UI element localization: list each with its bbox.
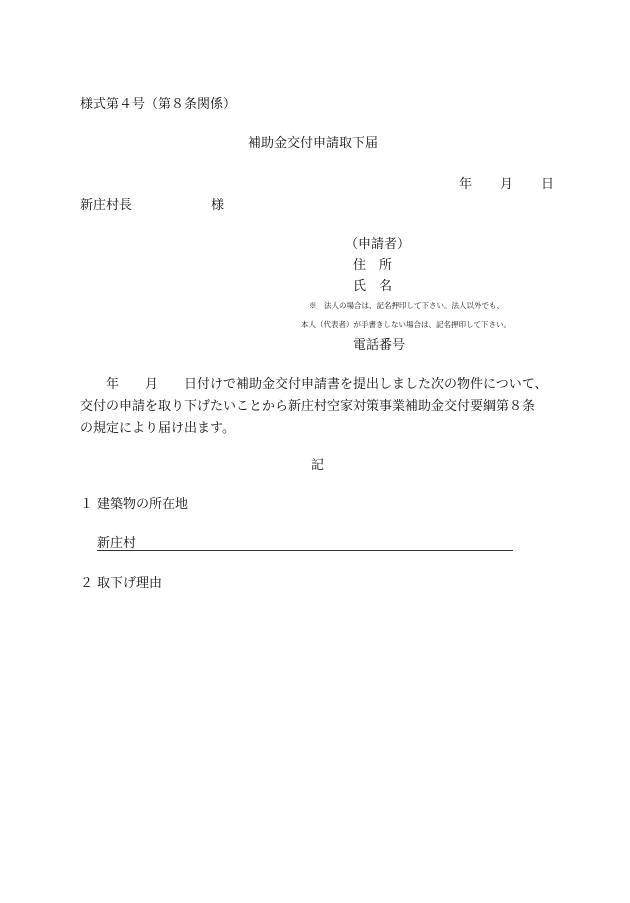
item-1-label: 建築物の所在地 (97, 497, 189, 512)
item-1-number: １ (80, 497, 94, 512)
body-line-1: 年 月 日付けで補助金交付申請書を提出しました次の物件について、 (80, 377, 548, 392)
date-day-label: 日 (541, 177, 555, 192)
addressee-name: 新庄村長 (80, 198, 133, 213)
item-2-number: ２ (80, 576, 94, 591)
item-1-value: 新庄村 (97, 536, 137, 551)
item-2-label: 取下げ理由 (97, 576, 163, 591)
ki-heading: 記 (311, 458, 325, 473)
form-number: 様式第４号（第８条関係） (80, 97, 237, 112)
applicant-header: （申請者） (345, 237, 411, 252)
seal-note-line1: ※ 法人の場合は、記名押印して下さい。法人以外でも、 (309, 301, 504, 310)
address-label: 住 所 (353, 258, 393, 273)
body-paragraph (80, 374, 547, 440)
body-line-2: 交付の申請を取り下げたいことから新庄村空家対策事業補助金交付要綱第８条 (80, 399, 536, 414)
addressee-honorific: 様 (211, 198, 225, 213)
name-label: 氏 名 (353, 279, 393, 294)
location-underline (97, 550, 513, 551)
date-month-label: 月 (500, 177, 514, 192)
document-title: 補助金交付申請取下届 (248, 136, 379, 151)
phone-label: 電話番号 (353, 338, 406, 353)
date-year-label: 年 (459, 177, 473, 192)
seal-note-line2: 本人（代表者）が手書きしない場合は、記名押印して下さい。 (301, 320, 511, 329)
body-line-3: の規定により届け出ます。 (80, 421, 235, 436)
